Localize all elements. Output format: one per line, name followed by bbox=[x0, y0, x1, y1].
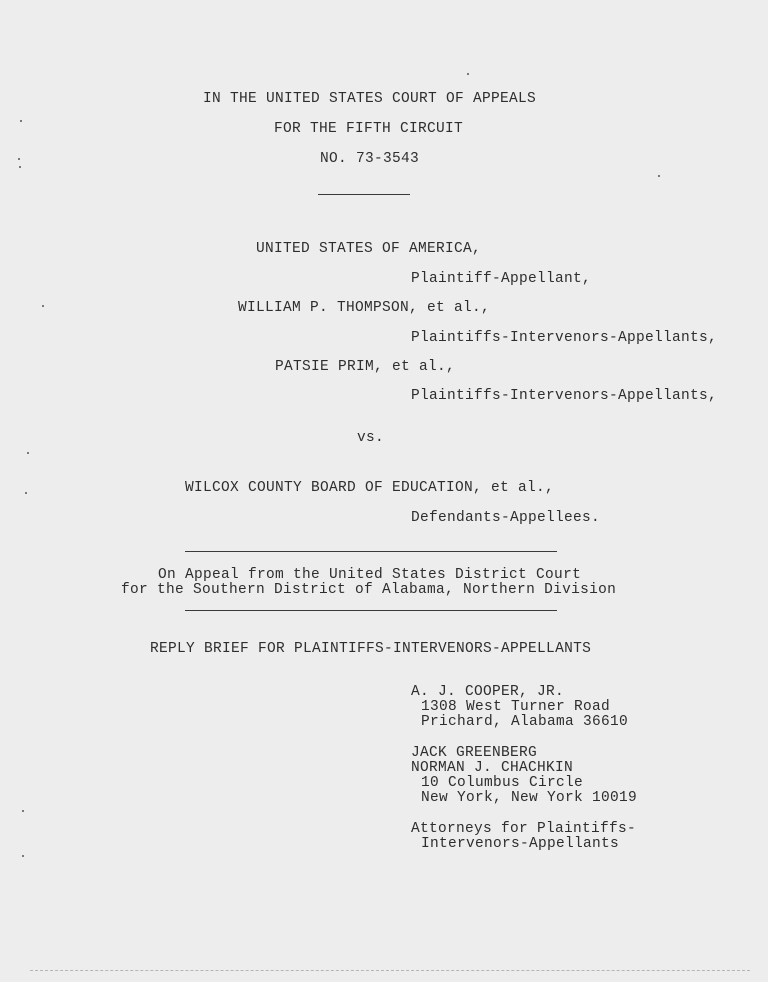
scan-speck bbox=[658, 175, 660, 177]
scan-speck bbox=[18, 158, 20, 160]
circuit-name: FOR THE FIFTH CIRCUIT bbox=[274, 121, 464, 137]
party-1-name: UNITED STATES OF AMERICA, bbox=[256, 241, 482, 257]
caption-divider bbox=[318, 194, 410, 195]
attorney-2-name-2: NORMAN J. CHACHKIN bbox=[411, 760, 574, 776]
versus: vs. bbox=[357, 430, 385, 446]
appeal-line-1: On Appeal from the United States District Court bbox=[158, 567, 582, 583]
scan-speck bbox=[19, 166, 21, 168]
attorneys-for-line-2: Intervenors-Appellants bbox=[421, 836, 620, 852]
attorney-1-address-1: 1308 West Turner Road bbox=[421, 699, 611, 715]
scan-speck bbox=[27, 452, 29, 454]
appeal-top-divider bbox=[185, 551, 557, 552]
party-1-role: Plaintiff-Appellant, bbox=[411, 271, 592, 287]
case-number: NO. 73-3543 bbox=[320, 151, 420, 167]
attorney-1-name: A. J. COOPER, JR. bbox=[411, 684, 565, 700]
defendant-name: WILCOX COUNTY BOARD OF EDUCATION, et al., bbox=[185, 480, 555, 496]
appeal-bottom-divider bbox=[185, 610, 557, 611]
brief-title: REPLY BRIEF FOR PLAINTIFFS-INTERVENORS-APPELLANTS bbox=[150, 641, 592, 657]
scan-speck bbox=[42, 305, 44, 307]
party-2-name: WILLIAM P. THOMPSON, et al., bbox=[238, 300, 491, 316]
party-3-role: Plaintiffs-Intervenors-Appellants, bbox=[411, 388, 718, 404]
appeal-line-2: for the Southern District of Alabama, Northern Division bbox=[121, 582, 617, 598]
attorneys-for-line-1: Attorneys for Plaintiffs- bbox=[411, 821, 637, 837]
defendant-role: Defendants-Appellees. bbox=[411, 510, 601, 526]
attorney-2-name-1: JACK GREENBERG bbox=[411, 745, 538, 761]
party-2-role: Plaintiffs-Intervenors-Appellants, bbox=[411, 330, 718, 346]
scan-speck bbox=[467, 73, 469, 75]
attorney-1-address-2: Prichard, Alabama 36610 bbox=[421, 714, 629, 730]
party-3-name: PATSIE PRIM, et al., bbox=[275, 359, 456, 375]
scan-edge-noise bbox=[30, 970, 750, 972]
court-name: IN THE UNITED STATES COURT OF APPEALS bbox=[203, 91, 537, 107]
scan-speck bbox=[22, 810, 24, 812]
scan-speck bbox=[20, 120, 22, 122]
scan-speck bbox=[25, 492, 27, 494]
scan-speck bbox=[22, 855, 24, 857]
attorney-2-address-1: 10 Columbus Circle bbox=[421, 775, 584, 791]
attorney-2-address-2: New York, New York 10019 bbox=[421, 790, 638, 806]
